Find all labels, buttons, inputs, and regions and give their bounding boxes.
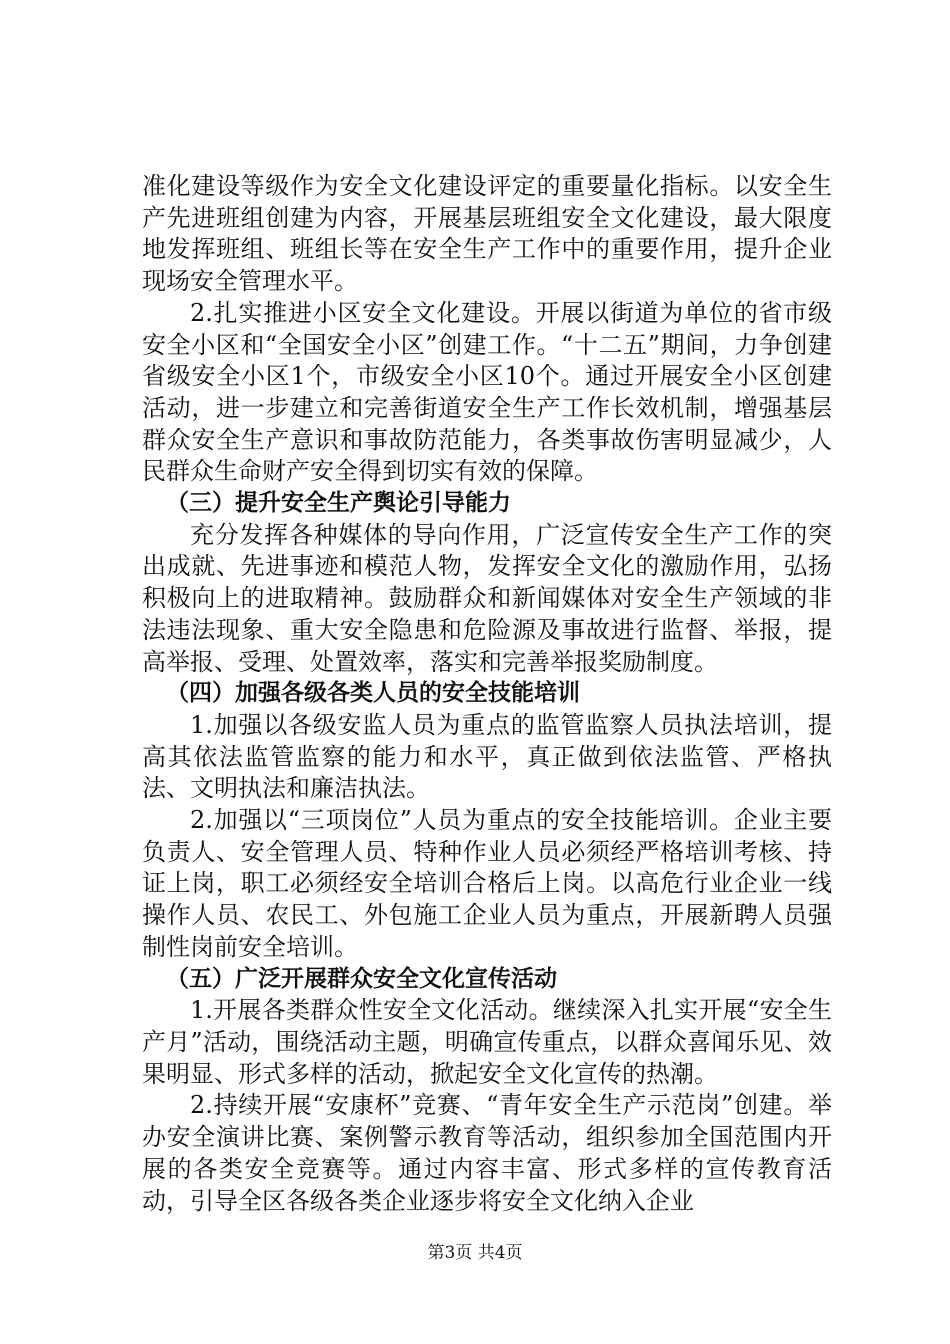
paragraph-media-guidance: 充分发挥各种媒体的导向作用，广泛宣传安全生产工作的突出成就、先进事迹和模范人物，发挥安全文化的激励作用，弘扬积极向上的进取精神。鼓励群众和新闻媒体对安全生产领域的非法违法现象、重大安全隐患和危险源及事故进行监督、举报，提高举报、受理、处置效率，落实和完善举报奖励制度。 [142, 520, 832, 676]
section-heading-4: （四）加强各级各类人员的安全技能培训 [166, 680, 580, 707]
page-footer: 第3页 共4页 [427, 1243, 523, 1263]
paragraph-mass-activities: 1.开展各类群众性安全文化活动。继续深入扎实开展“安全生产月”活动，围绕活动主题，明确宣传重点，以群众喜闻乐见、效果明显、形式多样的活动，掀起安全文化宣传的热潮。 [142, 996, 832, 1088]
section-heading-3: （三）提升安全生产舆论引导能力 [166, 490, 511, 517]
paragraph-skills-training: 2.加强以“三项岗位”人员为重点的安全技能培训。企业主要负责人、安全管理人员、特种作业人员必须经严格培训考核、持证上岗，职工必须经安全培训合格后上岗。以高危行业企业一线操作人员、农民工、外包施工企业人员为重点，开展新聘人员强制性岗前安全培训。 [142, 806, 832, 961]
section-heading-5: （五）广泛开展群众安全文化宣传活动 [166, 965, 557, 992]
paragraph-community-safety: 2.扎实推进小区安全文化建设。开展以街道为单位的省市级安全小区和“全国安全小区”创建工作。“十二五”期间，力争创建省级安全小区1个，市级安全小区10个。通过开展安全小区创建活动，进一步建立和完善街道安全生产工作长效机制，增强基层群众安全生产意识和事故防范能力，各类事故伤害明显减少，人民群众生命财产安全得到切实有效的保障。 [142, 298, 832, 486]
paragraph-supervisor-training: 1.加强以各级安监人员为重点的监管监察人员执法培训，提高其依法监管监察的能力和水平，真正做到依法监管、严格执法、文明执法和廉洁执法。 [142, 710, 832, 803]
paragraph-competitions: 2.持续开展“安康杯”竞赛、“青年安全生产示范岗”创建。举办安全演讲比赛、案例警示教育等活动，组织参加全国范围内开展的各类安全竞赛等。通过内容丰富、形式多样的宣传教育活动，引导全区各级各类企业逐步将安全文化纳入企业 [142, 1091, 832, 1215]
document-body [142, 171, 832, 1217]
paragraph-continued: 准化建设等级作为安全文化建设评定的重要量化指标。以安全生产先进班组创建为内容，开展基层班组安全文化建设，最大限度地发挥班组、班组长等在安全生产工作中的重要作用，提升企业现场安全管理水平。 [142, 172, 832, 296]
